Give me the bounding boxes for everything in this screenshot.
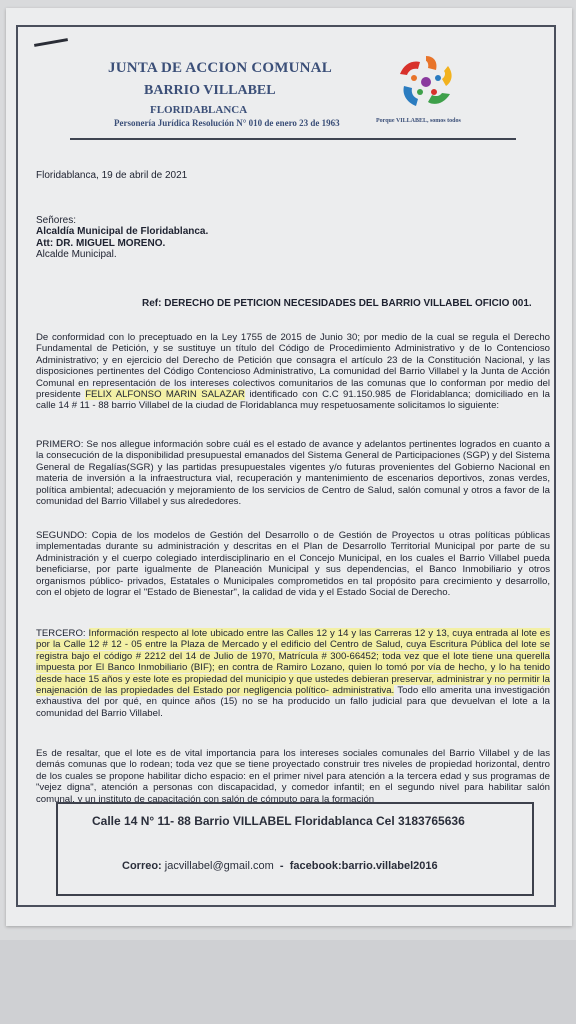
letterhead-legal: Personería Jurídica Resolución N° 010 de enero 23 de 1963 (114, 118, 340, 128)
letterhead-organization: JUNTA DE ACCION COMUNAL (108, 60, 332, 76)
paragraph-tercero (36, 628, 550, 719)
tercero-highlighted-text: Información respecto al lote ubicado entre las Calles 12 y 14 y las Carreras 12 y 13, cuya entrada al lote es por la Calle 12 # 12 - 05 entre la Plaza de Mercado y el edificio del Centro de Salud, cuya Escritura Pública del lote se registra bajo el código # 2212 del 14 de Julio de 1970, Matrícula # 300-66452; toda vez que el lote tiene una querella impuesta por El Banco Inmobiliario (BIF); en contra de Ramiro Lozano, quien lo tomó por vía de hecho, y lo ha tenido desde hace 15 años y este lote es propiedad del municipio y que ustedes debieran preservar, administrar y no permitir la enajenación de las propiedades del Estado por negligencia político- administrativa. (36, 628, 550, 697)
letter-date: Floridablanca, 19 de abril de 2021 (36, 170, 188, 181)
letter-reference: Ref: DERECHO DE PETICION NECESIDADES DEL BARRIO VILLABEL OFICIO 001. (142, 298, 532, 309)
footer-separator: - (279, 860, 284, 872)
paragraph-intro-text-end: identificado con C.C 91.150.985 de Floridablanca; domiciliado en la calle 14 # 11 - 88 barrio Villabel de la ciudad de Floridablanca muy respetuosamente solicitamos lo siguiente: (36, 389, 551, 412)
paragraph-intro-text: De conformidad con lo preceptuado en la Ley 1755 de 2015 de Junio 30; por medio de la cual se regula el Derecho Fundamental de Petición, y se sustituye un título del Código de Procedimiento Administrativo y de lo Contencioso Administrativo; y en ejercicio del Derecho de Petición que consagra el artículo 23 de la Constitución Nacional, y las disposiciones pertinentes del Código Contencioso Administrativo, La comunidad del Barrio Villabel y la Junta de Acción Comunal en representación de los intereses colectivos comunitarios de las comunas que lo conforman por medio del presidente (36, 332, 550, 401)
tercero-label: TERCERO: (36, 628, 89, 639)
letterhead-barrio: BARRIO VILLABEL (144, 83, 276, 98)
footer-mail-label: Correo: (122, 860, 162, 872)
footer-contact-box (56, 802, 534, 896)
letterhead-motto: Porque VILLABEL, somos todos (376, 118, 461, 124)
footer-address: Calle 14 N° 11- 88 Barrio VILLABEL Floridablanca Cel 3183765636 (92, 814, 465, 828)
tercero-text-end: Todo ello amerita una investigación exhaustiva del por qué, en quince años (15) no se ha producido un fallo judicial para que devuelvan el lote a la comunidad del Barrio Villabel. (36, 685, 550, 719)
document-page (6, 8, 572, 926)
recipient-name: Alcaldía Municipal de Floridablanca. (36, 226, 209, 238)
footer-facebook: facebook:barrio.villabel2016 (289, 860, 438, 872)
community-logo-icon (394, 52, 458, 110)
recipient-role: Alcalde Municipal. (36, 249, 117, 261)
paragraph-primero: PRIMERO: Se nos allegue información sobre cuál es el estado de avance y adelantos pertinentes logrados en cuanto a la consecución de la disponibilidad presupuestal emanados del Sistema General de Participaciones (SGP) y del Sistema General de Regalías(SGR) y las partidas presupuestales vigentes y/o futuras provenientes del Gobierno Nacional en materia de inversión a la infraestructura vial, recuperación y mantenimiento de escenarios deportivos, zonas verdes, política ambiental; adecuación y mejoramiento de los servicios de Centro de Salud, salón comunal y otros a favor de la comunidad del Barrio Villabel y sus alrededores. (36, 439, 550, 508)
footer-contacts (122, 860, 438, 872)
letterhead-divider (70, 138, 516, 140)
paragraph-segundo: SEGUNDO: Copia de los modelos de Gestión del Desarrollo o de Gestión de Proyectos u otras políticas públicas implementadas durante su administración y descritas en el Plan de Desarrollo Territorial Municipal por parte de su Administración y el cuerpo colegiado interdisciplinario en el Concejo Municipal, en los cuales el Barrio Villabel pueda beneficiarse, por parte igualmente de Planeación Municipal y sus dependencias, el Banco Inmobiliario y otros organismos público- privados, Estatales o Municipales comprometidos en tal propósito para crecimiento y desarrollo, con el objeto de lograr el "Estado de Bienestar", la calidad de vida y el Estado Social de Derecho. (36, 530, 550, 599)
recipient-attention: Att: DR. MIGUEL MORENO. (36, 237, 166, 249)
paragraph-intro (36, 332, 550, 412)
letterhead-city: FLORIDABLANCA (150, 104, 248, 116)
paragraph-resaltar: Es de resaltar, que el lote es de vital importancia para los intereses sociales comunales del Barrio Villabel y de las demás comunas que lo rodean; toda vez que se tiene proyectado construir tres niveles de propiedad horizontal, dentro de los cuales se propone habilitar dicho espacio: en el primer nivel para atención a la tercera edad y sus programas de "vejez digna", atención a personas con discapacidad, y comedor infantil; en el segundo nivel para habilitar salón comunal, y un instituto de capacitación con salón de cómputo para la formación (36, 748, 550, 805)
footer-email: jacvillabel@gmail.com (164, 860, 274, 872)
recipient-block (36, 215, 208, 261)
salutation: Señores: (36, 215, 77, 226)
background-surface (0, 940, 576, 1024)
president-name: FELIX ALFONSO MARIN SALAZAR (85, 389, 245, 401)
